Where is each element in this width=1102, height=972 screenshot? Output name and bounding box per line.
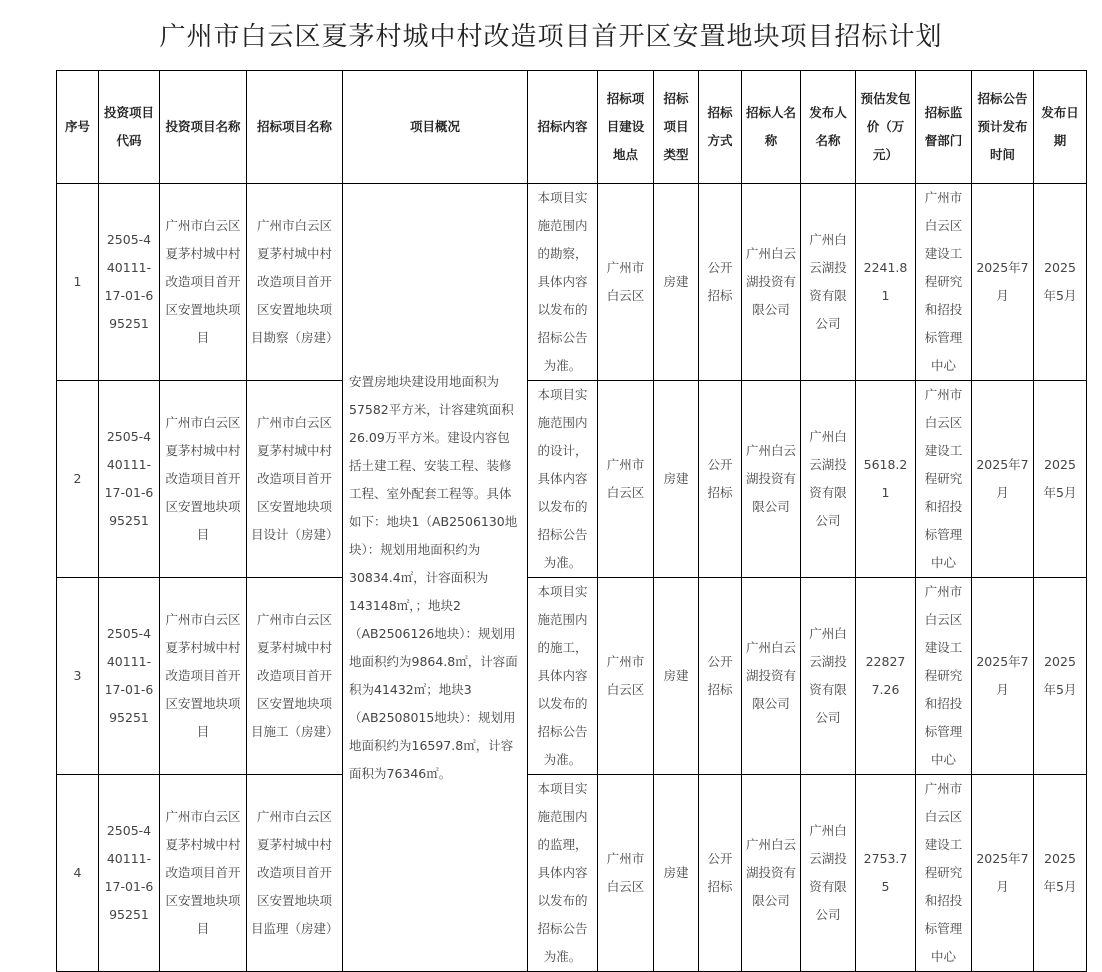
table-row [57,578,1087,775]
header-cell: 投资项目名称 [160,71,247,184]
project-overview: 安置房地块建设用地面积为57582平方米，计容建筑面积26.09万平方米。建设内容包括土建工程、安装工程、装修工程、室外配套工程等。具体如下：地块1（AB2506130地块）：规划用地面积约为30834.4㎡，计容面积为143148㎡，；地块2（AB2506126地块）：规划用地面积约为9864.8㎡，计容面积为41432㎡；地块3（AB2508015地块）：规划用地面积约为16597.8㎡，计容面积为76346㎡。 [343,184,528,972]
header-cell: 序号 [57,71,99,184]
bid-project-name: 广州市白云区夏茅村城中村改造项目首开区安置地块项目监理（房建） [247,775,343,972]
publisher-name: 广州白云湖投资有限公司 [801,184,856,381]
table-row [57,184,1087,381]
bid-project-name: 广州市白云区夏茅村城中村改造项目首开区安置地块项目施工（房建） [247,578,343,775]
bid-content: 本项目实施范围内的监理，具体内容以发布的招标公告为准。 [528,775,598,972]
header-cell: 投资项目代码 [99,71,160,184]
row-number: 3 [57,578,99,775]
supervisor-dept: 广州市白云区建设工程研究和招投标管理中心 [916,184,972,381]
estimated-price: 5618.21 [856,381,916,578]
bid-project-name: 广州市白云区夏茅村城中村改造项目首开区安置地块项目勘察（房建） [247,184,343,381]
header-cell: 招标人名称 [742,71,801,184]
bid-type: 房建 [654,775,699,972]
row-number: 4 [57,775,99,972]
page-title: 广州市白云区夏茅村城中村改造项目首开区安置地块项目招标计划 [159,22,943,52]
publisher-name: 广州白云湖投资有限公司 [801,775,856,972]
row-number: 2 [57,381,99,578]
header-cell: 招标项目名称 [247,71,343,184]
supervisor-dept: 广州市白云区建设工程研究和招投标管理中心 [916,381,972,578]
header-cell: 发布日期 [1034,71,1087,184]
bid-method: 公开招标 [699,775,742,972]
bid-type: 房建 [654,184,699,381]
bid-content: 本项目实施范围内的设计，具体内容以发布的招标公告为准。 [528,381,598,578]
project-code: 2505-440111-17-01-695251 [99,775,160,972]
supervisor-dept: 广州市白云区建设工程研究和招投标管理中心 [916,775,972,972]
bid-plan-table [56,70,1087,972]
bid-content: 本项目实施范围内的勘察，具体内容以发布的招标公告为准。 [528,184,598,381]
header-cell: 招标项目建设地点 [598,71,654,184]
invest-project-name: 广州市白云区夏茅村城中村改造项目首开区安置地块项目 [160,775,247,972]
bid-content: 本项目实施范围内的施工，具体内容以发布的招标公告为准。 [528,578,598,775]
bid-type: 房建 [654,578,699,775]
bid-location: 广州市白云区 [598,381,654,578]
publish-date: 2025年5月 [1034,578,1087,775]
expected-publish-time: 2025年7月 [972,184,1034,381]
table-row [57,381,1087,578]
header-cell: 招标内容 [528,71,598,184]
publish-date: 2025年5月 [1034,381,1087,578]
estimated-price: 2753.75 [856,775,916,972]
expected-publish-time: 2025年7月 [972,775,1034,972]
tenderer-name: 广州白云湖投资有限公司 [742,775,801,972]
tenderer-name: 广州白云湖投资有限公司 [742,578,801,775]
table-row [57,775,1087,972]
publisher-name: 广州白云湖投资有限公司 [801,381,856,578]
publish-date: 2025年5月 [1034,184,1087,381]
project-code: 2505-440111-17-01-695251 [99,184,160,381]
invest-project-name: 广州市白云区夏茅村城中村改造项目首开区安置地块项目 [160,381,247,578]
header-cell: 招标方式 [699,71,742,184]
project-code: 2505-440111-17-01-695251 [99,381,160,578]
bid-type: 房建 [654,381,699,578]
row-number: 1 [57,184,99,381]
invest-project-name: 广州市白云区夏茅村城中村改造项目首开区安置地块项目 [160,184,247,381]
table-header-row [57,71,1087,184]
bid-project-name: 广州市白云区夏茅村城中村改造项目首开区安置地块项目设计（房建） [247,381,343,578]
header-cell: 预估发包价（万元） [856,71,916,184]
invest-project-name: 广州市白云区夏茅村城中村改造项目首开区安置地块项目 [160,578,247,775]
estimated-price: 2241.81 [856,184,916,381]
bid-method: 公开招标 [699,184,742,381]
header-cell: 招标项目类型 [654,71,699,184]
bid-method: 公开招标 [699,578,742,775]
expected-publish-time: 2025年7月 [972,381,1034,578]
tenderer-name: 广州白云湖投资有限公司 [742,381,801,578]
publish-date: 2025年5月 [1034,775,1087,972]
bid-method: 公开招标 [699,381,742,578]
header-cell: 发布人名称 [801,71,856,184]
supervisor-dept: 广州市白云区建设工程研究和招投标管理中心 [916,578,972,775]
header-cell: 招标监督部门 [916,71,972,184]
estimated-price: 228277.26 [856,578,916,775]
bid-location: 广州市白云区 [598,578,654,775]
project-code: 2505-440111-17-01-695251 [99,578,160,775]
header-cell: 招标公告预计发布时间 [972,71,1034,184]
header-cell: 项目概况 [343,71,528,184]
bid-location: 广州市白云区 [598,775,654,972]
expected-publish-time: 2025年7月 [972,578,1034,775]
bid-location: 广州市白云区 [598,184,654,381]
tenderer-name: 广州白云湖投资有限公司 [742,184,801,381]
publisher-name: 广州白云湖投资有限公司 [801,578,856,775]
